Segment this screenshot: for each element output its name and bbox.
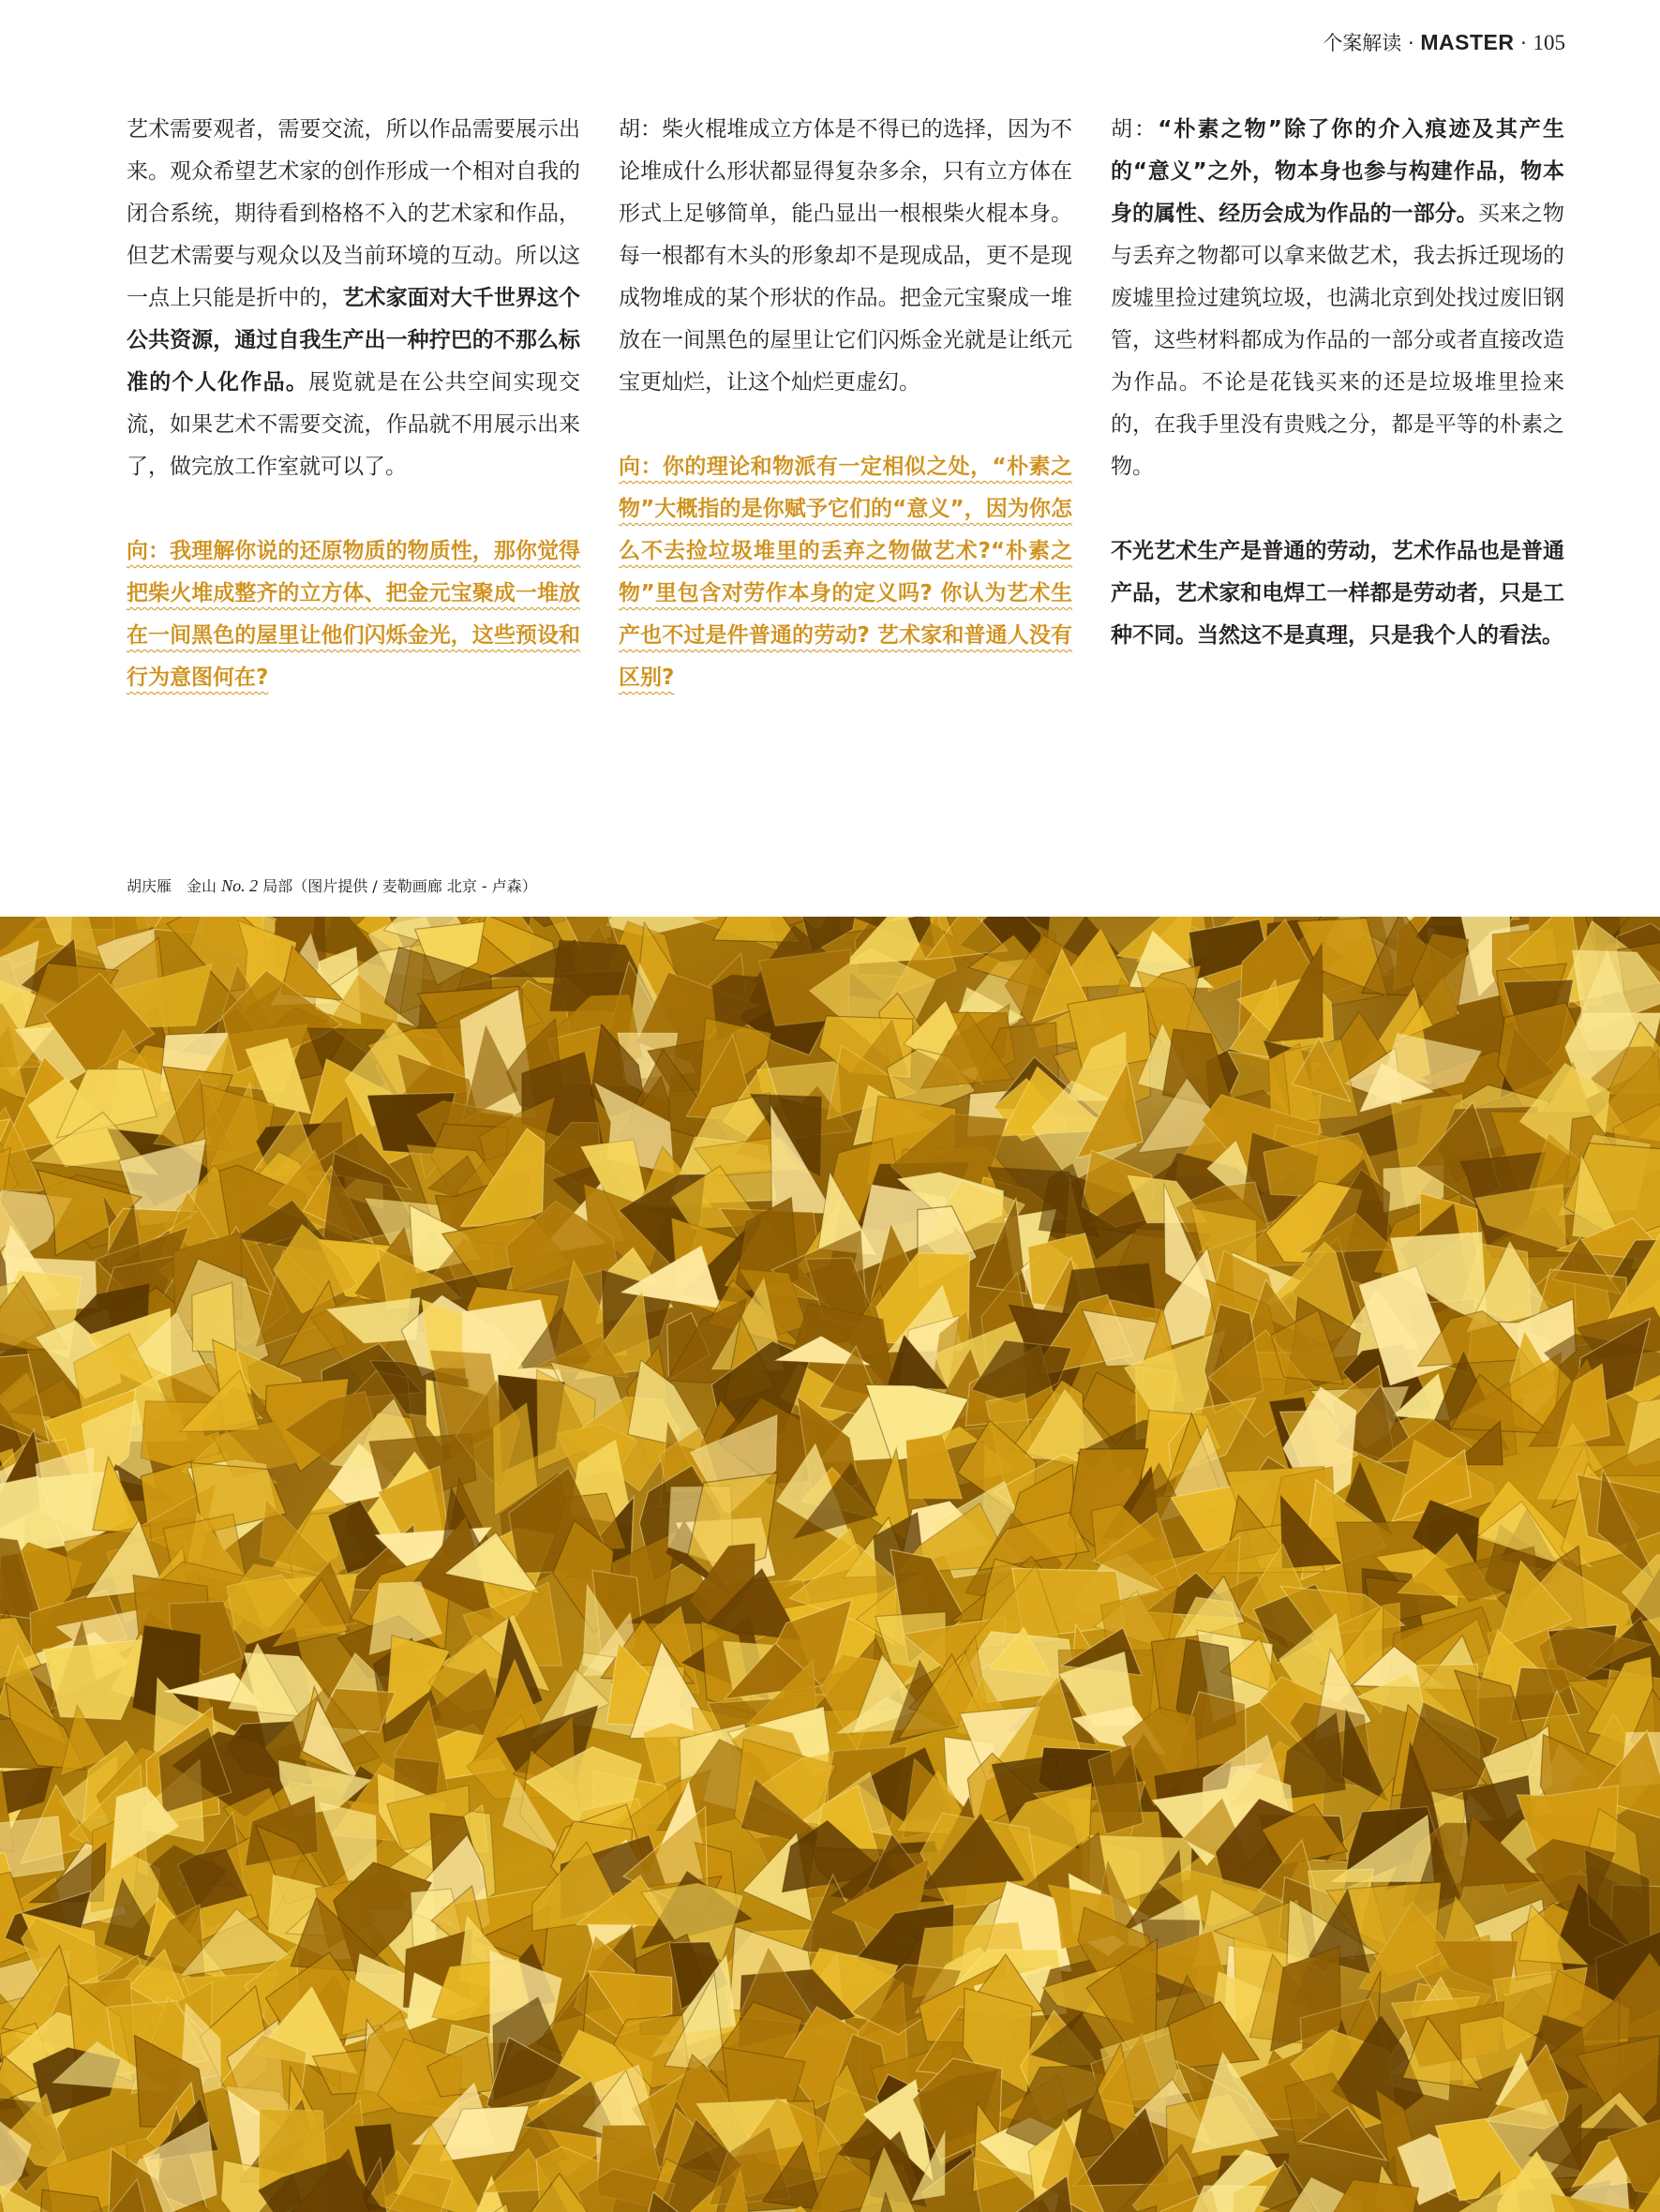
interviewer-question: 向：我理解你说的还原物质的物质性，那你觉得把柴火堆成整齐的立方体、把金元宝聚成一堆放在一间黑色的屋里让他们闪烁金光，这些预设和行为意图何在? <box>127 539 580 690</box>
body-text: 艺术需要观者，需要交流，所以作品需要展示出来。观众希望艺术家的创作形成一个相对自我的闭合系统，期待看到格格不入的艺术家和作品，但艺术需要与观众以及当前环境的互动。所以这一点上只能是折中的， <box>127 117 580 310</box>
emphasis-text: 艺术家面对大千世界这个公共资源，通过自我生产出一种拧巴的不那么标准的个人化作品。 <box>127 286 580 395</box>
paragraph-answer <box>1111 109 1564 488</box>
text-column-2 <box>619 109 1072 699</box>
page-number: 105 <box>1533 31 1565 54</box>
section-label: 个案解读 · <box>1323 32 1421 54</box>
image-caption <box>127 872 537 901</box>
running-header <box>1323 28 1565 57</box>
caption-credit: 局部（图片提供 / 麦勒画廊 北京 - 卢森） <box>258 877 537 895</box>
gold-foil-texture <box>0 917 1660 2212</box>
paragraph-answer: 胡：柴火棍堆成立方体是不得已的选择，因为不论堆成什么形状都显得复杂多余，只有立方体在形式上足够简单，能凸显出一根根柴火棍本身。每一根都有木头的形象却不是现成品，更不是现成物堆成的某个形状的作品。把金元宝聚成一堆放在一间黑色的屋里让它们闪烁金光就是让纸元宝更灿烂，让这个灿烂更虚幻。 <box>619 117 1072 395</box>
paragraph-question <box>619 446 1072 699</box>
emphasis-text: “朴素之物”除了你的介入痕迹及其产生的“意义”之外，物本身也参与构建作品，物本身的属性、经历会成为作品的一部分。 <box>1111 117 1564 226</box>
header-separator: · <box>1514 32 1533 54</box>
speaker-label: 胡： <box>1111 117 1159 142</box>
body-text: 展览就是在公共空间实现交流，如果艺术不需要交流，作品就不用展示出来了，做完放工作室就可以了。 <box>127 370 580 479</box>
text-column-3 <box>1111 109 1564 657</box>
paragraph-question <box>127 531 580 699</box>
interviewer-question: 向：你的理论和物派有一定相似之处，“朴素之物”大概指的是你赋予它们的“意义”，因为你怎么不去捡垃圾堆里的丢弃之物做艺术?“朴素之物”里包含对劳作本身的定义吗? 你认为艺术生产也不过是件普通的劳动? 艺术家和普通人没有区别? <box>619 455 1072 690</box>
caption-work-number: No. 2 <box>221 876 259 895</box>
caption-artist-title: 胡庆雁 金山 <box>127 877 222 895</box>
paragraph-answer <box>127 109 580 488</box>
gold-foil-photo <box>0 917 1660 2212</box>
magazine-brand: MASTER <box>1420 30 1515 54</box>
paragraph-bold-statement: 不光艺术生产是普通的劳动，艺术作品也是普通产品，艺术家和电焊工一样都是劳动者，只是工种不同。当然这不是真理，只是我个人的看法。 <box>1111 539 1564 648</box>
text-column-1 <box>127 109 580 699</box>
body-text: 买来之物与丢弃之物都可以拿来做艺术，我去拆迁现场的废墟里捡过建筑垃圾，也满北京到处找过废旧钢管，这些材料都成为作品的一部分或者直接改造为作品。不论是花钱买来的还是垃圾堆里捡来的，在我手里没有贵贱之分，都是平等的朴素之物。 <box>1111 202 1564 479</box>
